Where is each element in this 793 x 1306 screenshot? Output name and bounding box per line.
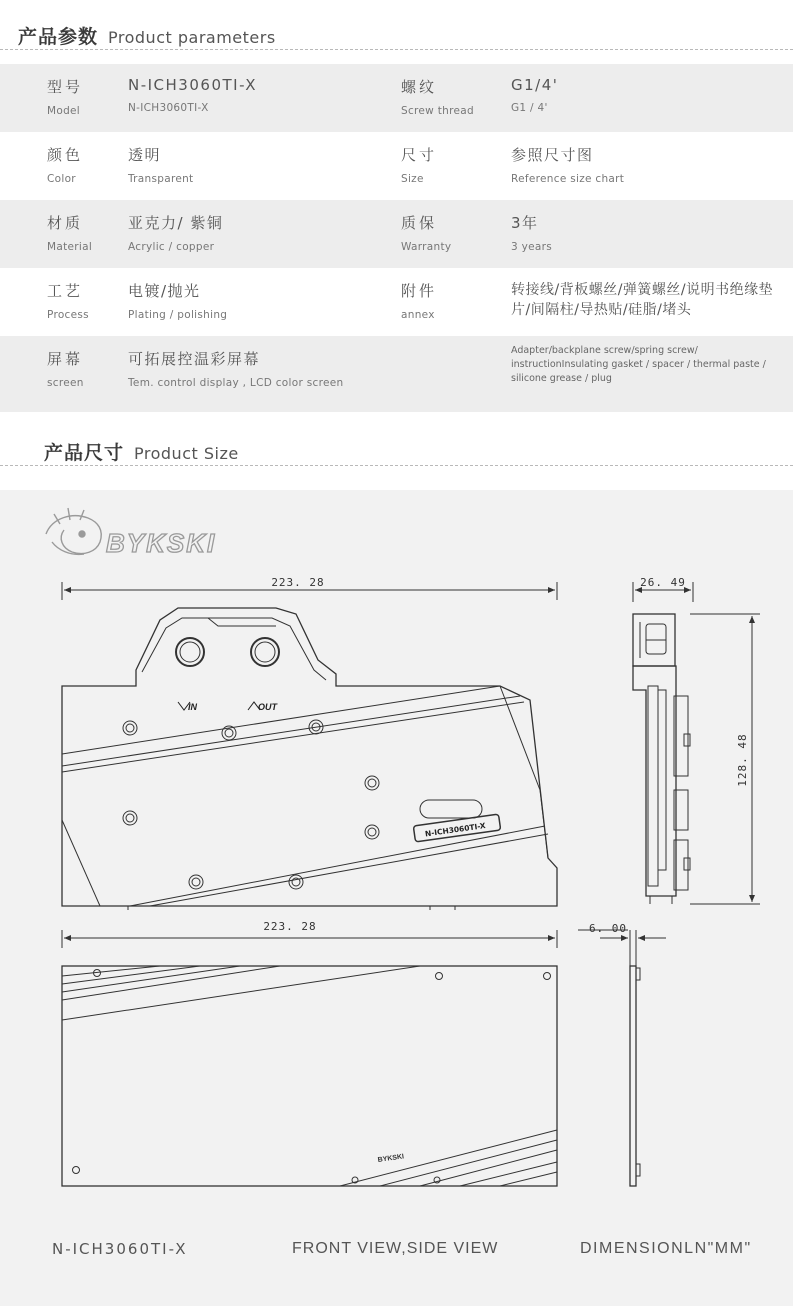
param-value: 亚克力/ 紫铜 Acrylic / copper	[128, 214, 224, 253]
table-bottom-band	[0, 398, 793, 412]
param-key: 颜色 Color	[47, 146, 84, 185]
param-key: 尺寸 Size	[401, 146, 438, 185]
param-key: 材质 Material	[47, 214, 93, 253]
backplate-view	[62, 930, 666, 1186]
dragon-logo-icon	[46, 508, 101, 554]
param-value: G1/4' G1 / 4'	[511, 76, 559, 114]
footer-model-label: N-ICH3060TI-X	[52, 1240, 188, 1258]
height-dimension: 128. 48	[736, 733, 749, 787]
param-row-color	[0, 132, 793, 200]
brand-wordmark: BYKSKI	[106, 528, 217, 558]
param-value: 3年 3 years	[511, 214, 553, 253]
param-value: 参照尺寸图 Reference size chart	[511, 146, 625, 185]
drawing-svg	[0, 490, 793, 1306]
param-value: N-ICH3060TI-X N-ICH3060TI-X	[128, 76, 258, 114]
params-table	[0, 64, 793, 412]
params-section-header	[0, 0, 793, 62]
param-key: 工艺 Process	[47, 282, 89, 321]
side-thickness-dimension: 26. 49	[640, 576, 686, 589]
back-width-dimension: 223. 28	[263, 920, 317, 933]
param-key: 附件 annex	[401, 282, 438, 321]
size-title-zh: 产品尺寸	[44, 442, 125, 464]
footer-view-label: FRONT VIEW,SIDE VIEW	[292, 1240, 499, 1257]
dashed-divider	[0, 49, 793, 50]
param-key: 型号 Model	[47, 78, 84, 117]
params-title-zh: 产品参数	[18, 26, 99, 48]
front-width-dimension: 223. 28	[271, 576, 325, 589]
port-in-label: IN	[188, 702, 197, 712]
front-view	[62, 582, 557, 910]
size-section-header	[0, 418, 793, 472]
footer-dimension-label: DIMENSIONLN"MM"	[580, 1240, 752, 1257]
port-out-label: OUT	[258, 702, 277, 712]
dimension-drawing	[0, 490, 793, 1306]
annex-list-zh: 转接线/背板螺丝/弹簧螺丝/说明书绝缘垫片/间隔柱/导热贴/硅脂/堵头	[511, 282, 774, 318]
param-row-process	[0, 268, 793, 336]
param-row-model	[0, 64, 793, 132]
size-title-en: Product Size	[134, 444, 239, 463]
backplate-logo-label: BYKSKI	[377, 1153, 405, 1164]
param-key: 质保 Warranty	[401, 214, 452, 253]
annex-list-en: Adapter/backplane screw/spring screw/ instructionInsulating gasket / spacer / thermal paste / silicone grease / plug	[511, 345, 766, 384]
dashed-divider	[0, 465, 793, 466]
back-thickness-dimension: 6. 00	[588, 922, 628, 935]
bykski-logo	[46, 508, 216, 558]
param-value: 电镀/抛光 Plating / polishing	[128, 282, 228, 321]
params-title-en: Product parameters	[108, 28, 276, 47]
param-value: 透明 Transparent	[128, 146, 194, 185]
param-key: 螺纹 Screw thread	[401, 78, 474, 117]
nameplate-label: N-ICH3060TI-X	[424, 821, 487, 839]
param-row-material	[0, 200, 793, 268]
param-key: 屏幕 screen	[47, 350, 84, 389]
param-value: 可拓展控温彩屏幕 Tem. control display , LCD color screen	[128, 350, 344, 389]
